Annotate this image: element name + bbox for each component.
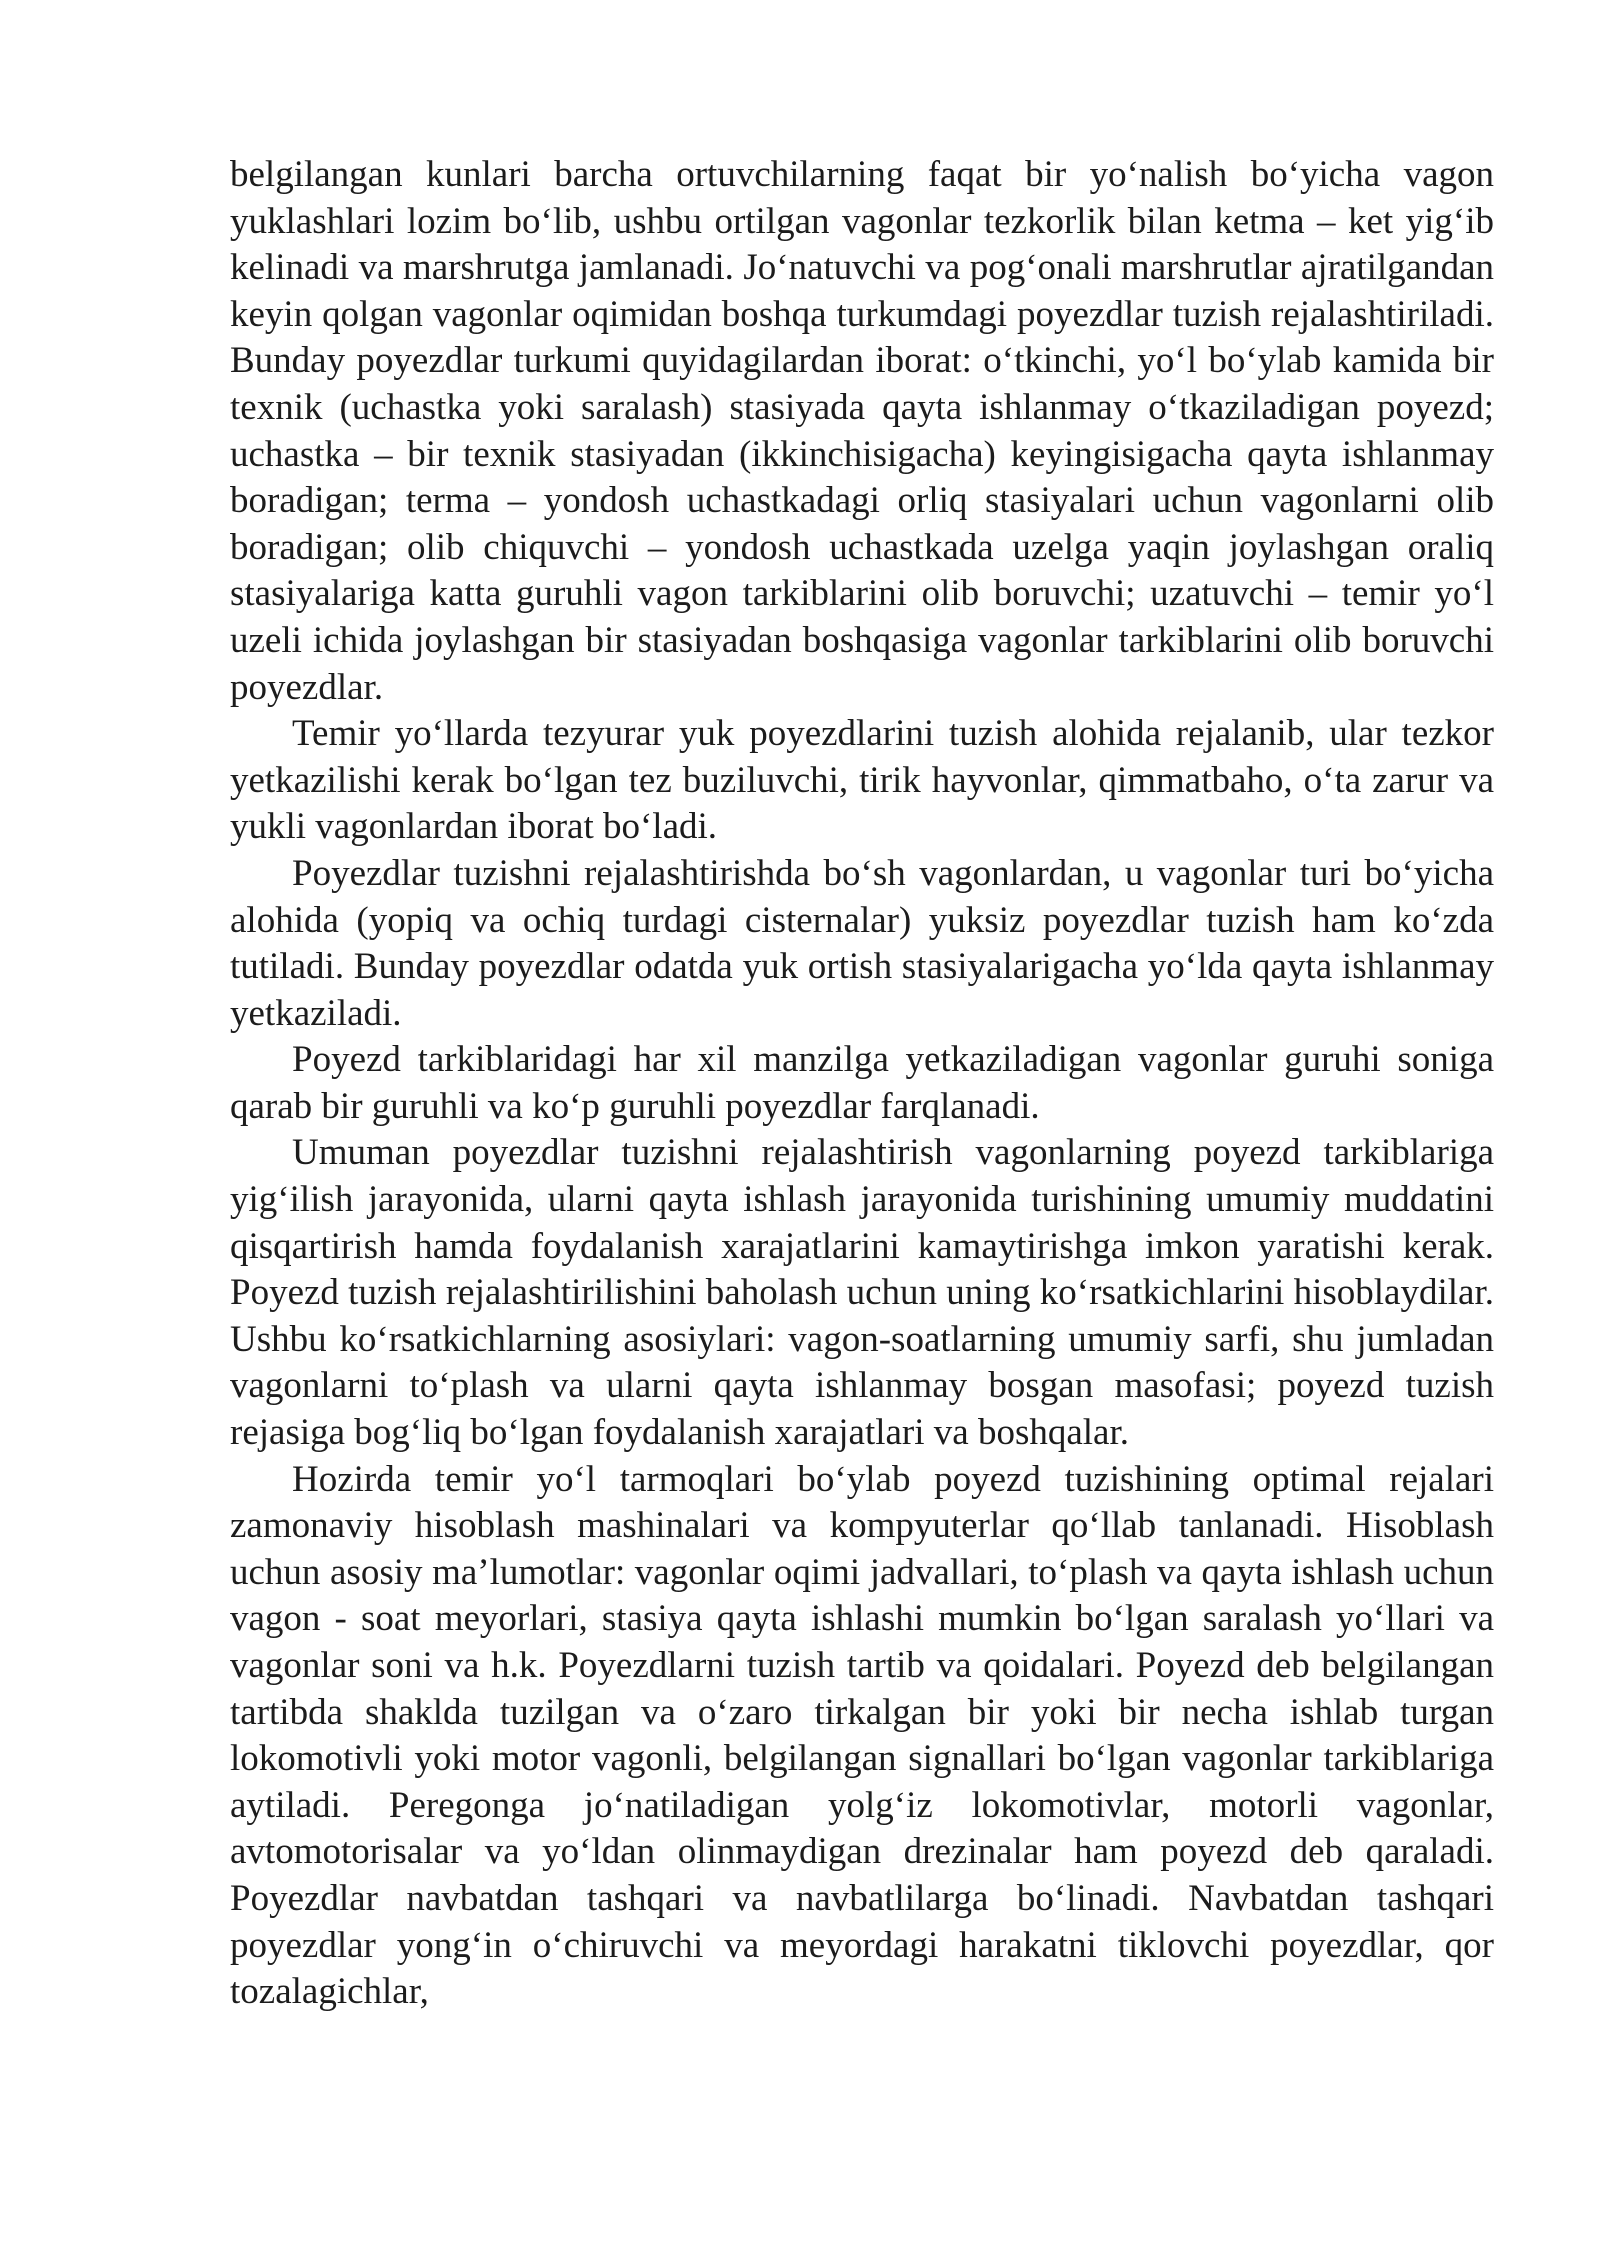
paragraph-empty-wagons: Poyezdlar tuzishni rejalashtirishda bo‘sh vagonlardan, u vagonlar turi bo‘yicha alohida (yopiq va ochiq turdagi cisternalar) yuksiz poyezdlar tuzish ham ko‘zda tutiladi. Bunday poyezdlar odatda yuk ortish stasiyalarigacha yo‘lda qayta ishlanmay yetkaziladi. (230, 852, 1494, 1034)
paragraph-wagon-groups: Poyezd tarkiblaridagi har xil manzilga yetkaziladigan vagonlar guruhi soniga qarab bir guruhli va ko‘p guruhli poyezdlar farqlanadi. (230, 1039, 1494, 1127)
paragraph-express-freight: Temir yo‘llarda tezyurar yuk poyezdlarini tuzish alohida rejalanib, ular tezkor yetkazilishi kerak bo‘lgan tez buziluvchi, tirik hayvonlar, qimmatbaho, o‘ta zarur va yukli vagonlardan iborat bo‘ladi. (230, 713, 1494, 848)
paragraph-continuation: belgilangan kunlari barcha ortuvchilarning faqat bir yo‘nalish bo‘yicha vagon yuklashlari lozim bo‘lib, ushbu ortilgan vagonlar tezkorlik bilan ketma – ket yig‘ib kelinadi va marshrutga jamlanadi. Jo‘natuvchi va pog‘onali marshrutlar ajratilgandan keyin qolgan vagonlar oqimidan boshqa turkumdagi poyezdlar tuzish rejalashtiriladi. Bunday poyezdlar turkumi quyidagilardan iborat: o‘tkinchi, yo‘l bo‘ylab kamida bir texnik (uchastka yoki saralash) stasiyada qayta ishlanmay o‘tkaziladigan poyezd; uchastka – bir texnik stasiyadan (ikkinchisigacha) keyingisigacha qayta ishlanmay boradigan; terma – yondosh uchastkadagi orliq stasiyalari uchun vagonlarni olib boradigan; olib chiquvchi – yondosh uchastkada uzelga yaqin joylashgan oraliq stasiyalariga katta guruhli vagon tarkiblarini olib boruvchi; uzatuvchi – temir yo‘l uzeli ichida joylashgan bir stasiyadan boshqasiga vagonlar tarkiblarini olib boruvchi poyezdlar. (230, 154, 1494, 708)
paragraph-optimal-plans: Hozirda temir yo‘l tarmoqlari bo‘ylab poyezd tuzishining optimal rejalari zamonaviy hisoblash mashinalari va kompyuterlar qo‘llab tanlanadi. Hisoblash uchun asosiy ma’lumotlar: vagonlar oqimi jadvallari, to‘plash va qayta ishlash uchun vagon - soat meyorlari, stasiya qayta ishlashi mumkin bo‘lgan saralash yo‘llari va vagonlar soni va h.k. Poyezdlarni tuzish tartib va qoidalari. Poyezd deb belgilangan tartibda shaklda tuzilgan va o‘zaro tirkalgan bir yoki bir necha ishlab turgan lokomotivli yoki motor vagonli, belgilangan signallari bo‘lgan vagonlar tarkiblariga aytiladi. Peregonga jo‘natiladigan yolg‘iz lokomotivlar, motorli vagonlar, avtomotorisalar va yo‘ldan olinmaydigan drezinalar ham poyezd deb qaraladi. Poyezdlar navbatdan tashqari va navbatlilarga bo‘linadi. Navbatdan tashqari poyezdlar yong‘in o‘chiruvchi va meyordagi harakatni tiklovchi poyezdlar, qor tozalagichlar, (230, 1458, 1494, 2013)
paragraph-planning-indicators: Umuman poyezdlar tuzishni rejalashtirish vagonlarning poyezd tarkiblariga yig‘ilish jarayonida, ularni qayta ishlash jarayonida turishining umumiy muddatini qisqartirish hamda foydalanish xarajatlarini kamaytirishga imkon yaratishi kerak. Poyezd tuzish rejalashtirilishini baholash uchun uning ko‘rsatkichlarini hisoblaydilar. Ushbu ko‘rsatkichlarning asosiylari: vagon-soatlarning umumiy sarfi, shu jumladan vagonlarni to‘plash va ularni qayta ishlanmay bosgan masofasi; poyezd tuzish rejasiga bog‘liq bo‘lgan foydalanish xarajatlari va boshqalar. (230, 1132, 1494, 1454)
document-page (230, 152, 1494, 2016)
